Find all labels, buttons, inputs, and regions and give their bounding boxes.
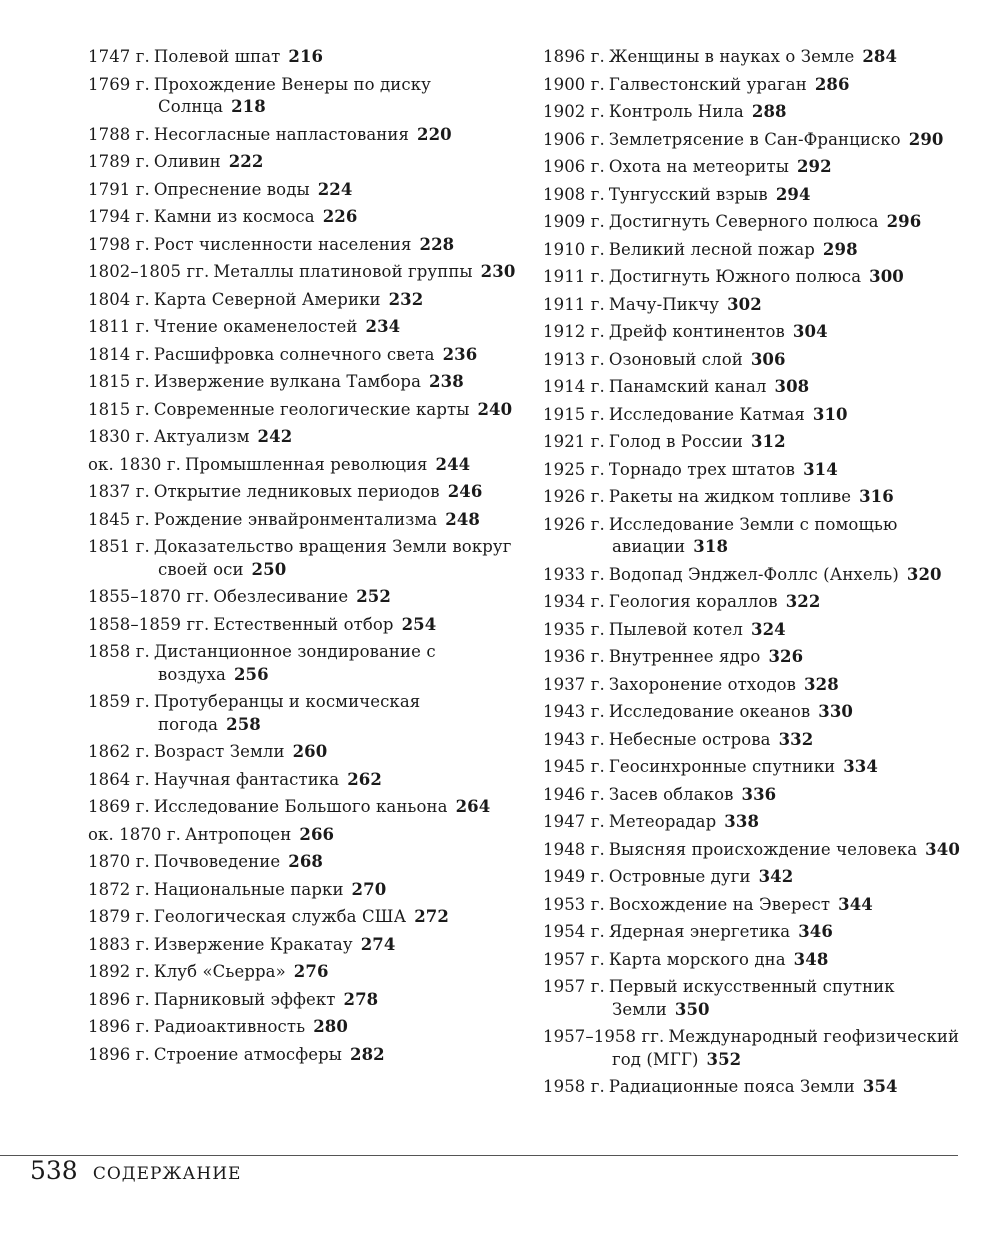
entry-page-number: 286	[814, 74, 850, 94]
entry-title: Парниковый эффект	[153, 989, 336, 1009]
entry-year: 1906 г.	[543, 157, 605, 176]
toc-entry	[88, 851, 518, 874]
page-footer	[30, 1156, 241, 1185]
entry-page-number: 342	[758, 867, 794, 886]
toc-entry	[88, 454, 518, 477]
entry-year: 1858 г.	[88, 642, 150, 661]
entry-page-number: 288	[751, 102, 787, 121]
entry-year: 1912 г.	[543, 322, 605, 341]
entry-title: Полевой шпат	[153, 47, 281, 66]
entry-year: 1845 г.	[88, 509, 150, 529]
toc-entry	[543, 729, 973, 752]
entry-title: Мачу-Пикчу	[608, 294, 720, 314]
entry-title: Голод в России	[608, 432, 743, 451]
entry-page-number: 350	[674, 999, 710, 1019]
entry-title: Исследование Большого каньона	[153, 797, 448, 816]
entry-page-number: 334	[843, 757, 878, 776]
entry-title: Протуберанцы и космическая погода	[153, 692, 421, 734]
section-title: СОДЕРЖАНИЕ	[92, 1164, 242, 1184]
entry-year: 1900 г.	[543, 74, 605, 94]
toc-entry	[543, 129, 973, 152]
entry-page-number: 232	[388, 289, 424, 309]
entry-title: Радиоактивность	[153, 1017, 306, 1036]
toc-entry	[543, 839, 973, 862]
entry-page-number: 216	[288, 47, 324, 66]
toc-entry	[543, 459, 973, 482]
toc-entry	[543, 866, 973, 889]
entry-year: 1896 г.	[88, 1044, 150, 1064]
entry-year: 1815 г.	[88, 372, 150, 391]
entry-title: Внутреннее ядро	[608, 647, 761, 666]
toc-entry	[88, 934, 518, 957]
toc-entry	[543, 811, 973, 834]
toc-entry	[88, 316, 518, 339]
entry-page-number: 302	[727, 294, 762, 314]
entry-year: 1908 г.	[543, 184, 605, 204]
entry-title: Радиационные пояса Земли	[608, 1077, 855, 1096]
entry-year: 1791 г.	[88, 179, 150, 199]
toc-entry	[543, 376, 973, 399]
entry-year: 1896 г.	[88, 1017, 150, 1036]
entry-title: Озоновый слой	[608, 349, 743, 369]
toc-entry	[543, 74, 973, 97]
entry-year: 1947 г.	[543, 812, 605, 831]
entry-page-number: 272	[414, 907, 449, 926]
entry-year: 1892 г.	[88, 962, 150, 981]
entry-year: 1811 г.	[88, 317, 150, 336]
entry-page-number: 318	[693, 537, 729, 556]
entry-page-number: 222	[228, 152, 264, 171]
entry-year: 1872 г.	[88, 879, 150, 899]
entry-page-number: 310	[812, 404, 848, 424]
entry-title: Метеорадар	[608, 812, 717, 831]
toc-entry	[543, 486, 973, 509]
entry-page-number: 256	[233, 664, 269, 684]
entry-year: 1883 г.	[88, 934, 150, 954]
entry-title: Островные дуги	[608, 867, 751, 886]
entry-page-number: 300	[869, 267, 904, 286]
entry-page-number: 280	[313, 1017, 348, 1036]
toc-entry	[543, 211, 973, 234]
entry-page-number: 304	[792, 322, 828, 341]
entry-title: Обезлесивание	[213, 587, 349, 606]
toc-entry	[543, 266, 973, 289]
toc-entry	[543, 894, 973, 917]
entry-page-number: 312	[750, 432, 786, 451]
toc-entry	[88, 691, 518, 736]
entry-title: Современные геологические карты	[153, 399, 470, 419]
entry-title: Дистанционное зондирование с воздуха	[153, 642, 436, 684]
toc-entry	[88, 586, 518, 609]
entry-year: 1864 г.	[88, 769, 150, 789]
entry-year: 1948 г.	[543, 839, 605, 859]
toc-entry	[88, 426, 518, 449]
toc-entry	[543, 921, 973, 944]
entry-year: 1769 г.	[88, 74, 150, 94]
entry-year: 1862 г.	[88, 742, 150, 761]
entry-title: Достигнуть Южного полюса	[608, 267, 862, 286]
entry-year: 1910 г.	[543, 239, 605, 259]
entry-year: 1902 г.	[543, 102, 605, 121]
entry-year: 1911 г.	[543, 267, 605, 286]
toc-right-column	[543, 46, 973, 1104]
entry-year: 1896 г.	[543, 47, 605, 66]
entry-page-number: 282	[350, 1044, 385, 1064]
entry-title: Возраст Земли	[153, 742, 285, 761]
entry-page-number: 220	[416, 124, 452, 144]
entry-title: Рождение энвайронментализма	[153, 509, 438, 529]
entry-title: Открытие ледниковых периодов	[153, 482, 440, 501]
entry-page-number: 294	[775, 184, 811, 204]
entry-year: 1802–1805 гг.	[88, 262, 210, 281]
entry-page-number: 260	[292, 742, 328, 761]
toc-entry	[88, 989, 518, 1012]
entry-page-number: 284	[862, 47, 898, 66]
entry-title: Галвестонский ураган	[608, 74, 807, 94]
entry-title: Научная фантастика	[153, 769, 340, 789]
entry-page-number: 324	[750, 619, 786, 639]
entry-title: Исследование Катмая	[608, 404, 805, 424]
toc-entry	[88, 124, 518, 147]
entry-page-number: 234	[365, 317, 401, 336]
entry-title: Восхождение на Эверест	[608, 894, 831, 914]
entry-page-number: 218	[231, 97, 266, 116]
toc-entry	[88, 234, 518, 257]
entry-title: Торнадо трех штатов	[608, 459, 796, 479]
toc-entry	[88, 1044, 518, 1067]
entry-title: Дрейф континентов	[608, 322, 785, 341]
entry-title: Металлы платиновой группы	[213, 262, 473, 281]
toc-entry	[88, 536, 518, 581]
entry-page-number: 330	[818, 702, 853, 721]
entry-year: 1915 г.	[543, 404, 605, 424]
entry-title: Клуб «Сьерра»	[153, 962, 286, 981]
entry-year: 1906 г.	[543, 129, 605, 149]
entry-year: 1747 г.	[88, 47, 150, 66]
entry-title: Небесные острова	[608, 729, 771, 749]
entry-title: Достигнуть Северного полюса	[608, 212, 879, 231]
toc-entry	[88, 399, 518, 422]
entry-title: Строение атмосферы	[153, 1044, 342, 1064]
entry-year: 1949 г.	[543, 867, 605, 886]
entry-year: 1869 г.	[88, 797, 150, 816]
entry-year: 1814 г.	[88, 344, 150, 364]
entry-page-number: 340	[925, 839, 960, 859]
entry-page-number: 320	[906, 564, 942, 584]
entry-page-number: 250	[251, 559, 287, 579]
entry-page-number: 352	[706, 1049, 742, 1069]
entry-year: 1946 г.	[543, 784, 605, 804]
entry-year: 1943 г.	[543, 729, 605, 749]
entry-page-number: 292	[796, 157, 832, 176]
entry-year: 1921 г.	[543, 432, 605, 451]
entry-year: 1859 г.	[88, 692, 150, 711]
entry-year: 1958 г.	[543, 1077, 605, 1096]
entry-title: Доказательство вращения Земли вокруг своей оси	[153, 537, 512, 579]
toc-entry	[88, 206, 518, 229]
entry-title: Панамский канал	[608, 377, 767, 396]
toc-entry	[88, 824, 518, 847]
entry-page-number: 338	[724, 812, 760, 831]
entry-title: Национальные парки	[153, 879, 344, 899]
toc-entry	[88, 1016, 518, 1039]
entry-page-number: 276	[293, 962, 329, 981]
toc-entry	[88, 906, 518, 929]
toc-left-column	[88, 46, 518, 1071]
entry-title: Женщины в науках о Земле	[608, 47, 855, 66]
entry-title: Извержение Кракатау	[153, 934, 353, 954]
toc-entry	[88, 179, 518, 202]
entry-title: Рост численности населения	[153, 234, 412, 254]
entry-title: Первый искусственный спутник Земли	[608, 977, 895, 1019]
entry-year: 1879 г.	[88, 907, 150, 926]
toc-entry	[88, 481, 518, 504]
toc-entry	[543, 976, 973, 1021]
entry-title: Оливин	[153, 152, 221, 171]
entry-title: Выясняя происхождение человека	[608, 839, 918, 859]
entry-page-number: 290	[908, 129, 944, 149]
entry-page-number: 244	[435, 454, 471, 474]
entry-title: Засев облаков	[608, 784, 734, 804]
entry-year: ок. 1830 г.	[88, 454, 181, 474]
toc-entry	[543, 674, 973, 697]
entry-year: 1815 г.	[88, 399, 150, 419]
entry-year: 1855–1870 гг.	[88, 587, 210, 606]
entry-page-number: 344	[838, 894, 873, 914]
entry-year: 1896 г.	[88, 989, 150, 1009]
entry-year: 1837 г.	[88, 482, 150, 501]
entry-year: 1870 г.	[88, 852, 150, 871]
entry-title: Ракеты на жидком топливе	[608, 487, 852, 506]
entry-title: Антропоцен	[184, 824, 292, 844]
entry-title: Геологическая служба США	[153, 907, 407, 926]
toc-entry	[543, 431, 973, 454]
entry-title: Международный геофизический год (МГГ)	[612, 1027, 960, 1069]
entry-page-number: 240	[477, 399, 513, 419]
entry-page-number: 246	[447, 482, 483, 501]
entry-page-number: 264	[455, 797, 491, 816]
toc-entry	[543, 404, 973, 427]
entry-title: Исследование Земли с помощью авиации	[608, 514, 898, 556]
entry-page-number: 226	[322, 207, 358, 226]
entry-year: 1858–1859 гг.	[88, 614, 210, 634]
entry-year: 1830 г.	[88, 427, 150, 446]
entry-year: 1957 г.	[543, 949, 605, 969]
entry-year: 1935 г.	[543, 619, 605, 639]
toc-entry	[543, 514, 973, 559]
entry-page-number: 270	[351, 879, 387, 899]
entry-title: Ядерная энергетика	[608, 922, 791, 941]
toc-entry	[88, 371, 518, 394]
toc-entry	[88, 46, 518, 69]
entry-year: 1937 г.	[543, 674, 605, 694]
entry-page-number: 258	[226, 714, 261, 734]
toc-entry	[543, 646, 973, 669]
entry-year: 1926 г.	[543, 514, 605, 534]
entry-year: 1926 г.	[543, 487, 605, 506]
entry-title: Естественный отбор	[213, 614, 394, 634]
entry-title: Опреснение воды	[153, 179, 310, 199]
entry-year: 1933 г.	[543, 564, 605, 584]
entry-year: 1804 г.	[88, 289, 150, 309]
toc-entry	[88, 74, 518, 119]
entry-page-number: 316	[859, 487, 894, 506]
entry-year: 1909 г.	[543, 212, 605, 231]
entry-page-number: 306	[750, 349, 786, 369]
toc-entry	[543, 619, 973, 642]
entry-title: Геосинхронные спутники	[608, 757, 836, 776]
entry-year: 1957–1958 гг.	[543, 1027, 665, 1046]
toc-entry	[543, 564, 973, 587]
entry-page-number: 238	[429, 372, 464, 391]
toc-entry	[543, 239, 973, 262]
toc-entry	[543, 1026, 973, 1071]
entry-title: Карта Северной Америки	[153, 289, 381, 309]
toc-entry	[88, 614, 518, 637]
entry-title: Прохождение Венеры по диску Солнца	[153, 74, 431, 116]
toc-entry	[543, 784, 973, 807]
entry-page-number: 328	[804, 674, 839, 694]
toc-entry	[88, 151, 518, 174]
entry-page-number: 268	[288, 852, 323, 871]
entry-title: Тунгусский взрыв	[608, 184, 768, 204]
entry-title: Извержение вулкана Тамбора	[153, 372, 422, 391]
entry-title: Пылевой котел	[608, 619, 743, 639]
toc-entry	[88, 641, 518, 686]
entry-page-number: 308	[774, 377, 810, 396]
toc-entry	[543, 1076, 973, 1099]
entry-page-number: 262	[347, 769, 382, 789]
entry-year: 1943 г.	[543, 702, 605, 721]
toc-entry	[543, 156, 973, 179]
entry-year: 1945 г.	[543, 757, 605, 776]
entry-title: Геология кораллов	[608, 592, 778, 611]
entry-title: Карта морского дна	[608, 949, 786, 969]
entry-page-number: 252	[356, 587, 391, 606]
entry-year: 1957 г.	[543, 977, 605, 996]
entry-page-number: 236	[442, 344, 478, 364]
entry-page-number: 274	[360, 934, 396, 954]
toc-entry	[88, 741, 518, 764]
toc-entry	[88, 796, 518, 819]
entry-year: 1851 г.	[88, 537, 150, 556]
entry-page-number: 266	[299, 824, 335, 844]
entry-year: 1953 г.	[543, 894, 605, 914]
entry-year: 1794 г.	[88, 207, 150, 226]
toc-entry	[543, 701, 973, 724]
toc-entry	[543, 294, 973, 317]
entry-page-number: 278	[343, 989, 379, 1009]
toc-entry	[88, 879, 518, 902]
entry-page-number: 228	[419, 234, 455, 254]
entry-page-number: 248	[445, 509, 480, 529]
entry-title: Расшифровка солнечного света	[153, 344, 435, 364]
entry-page-number: 354	[862, 1077, 898, 1096]
toc-entry	[88, 261, 518, 284]
toc-entry	[543, 46, 973, 69]
entry-title: Почвоведение	[153, 852, 281, 871]
entry-year: 1936 г.	[543, 647, 605, 666]
entry-page-number: 314	[803, 459, 838, 479]
entry-title: Чтение окаменелостей	[153, 317, 358, 336]
entry-year: 1789 г.	[88, 152, 150, 171]
toc-entry	[88, 961, 518, 984]
entry-year: 1788 г.	[88, 124, 150, 144]
toc-entry	[88, 344, 518, 367]
entry-year: 1954 г.	[543, 922, 605, 941]
toc-entry	[543, 756, 973, 779]
entry-title: Захоронение отходов	[608, 674, 797, 694]
entry-title: Великий лесной пожар	[608, 239, 815, 259]
entry-year: ок. 1870 г.	[88, 824, 181, 844]
page-number: 538	[30, 1156, 78, 1185]
toc-entry	[543, 184, 973, 207]
entry-page-number: 298	[822, 239, 858, 259]
toc-entry	[543, 949, 973, 972]
entry-year: 1798 г.	[88, 234, 150, 254]
entry-year: 1934 г.	[543, 592, 605, 611]
entry-year: 1914 г.	[543, 377, 605, 396]
toc-entry	[88, 289, 518, 312]
entry-page-number: 296	[886, 212, 922, 231]
entry-title: Актуализм	[153, 427, 250, 446]
toc-entry	[543, 321, 973, 344]
entry-page-number: 336	[741, 784, 777, 804]
entry-page-number: 346	[798, 922, 833, 941]
entry-title: Промышленная революция	[184, 454, 428, 474]
entry-title: Камни из космоса	[153, 207, 315, 226]
entry-title: Охота на метеориты	[608, 157, 789, 176]
entry-title: Контроль Нила	[608, 102, 744, 121]
entry-title: Исследование океанов	[608, 702, 811, 721]
entry-title: Водопад Энджел-Фоллс (Анхель)	[608, 564, 899, 584]
toc-entry	[543, 101, 973, 124]
entry-page-number: 254	[401, 614, 437, 634]
entry-year: 1913 г.	[543, 349, 605, 369]
entry-page-number: 348	[793, 949, 829, 969]
entry-title: Землетрясение в Сан-Франциско	[608, 129, 901, 149]
entry-page-number: 230	[480, 262, 516, 281]
entry-page-number: 332	[778, 729, 814, 749]
entry-page-number: 224	[317, 179, 353, 199]
entry-title: Несогласные напластования	[153, 124, 409, 144]
entry-page-number: 322	[785, 592, 821, 611]
entry-page-number: 242	[257, 427, 293, 446]
entry-year: 1925 г.	[543, 459, 605, 479]
toc-entry	[543, 349, 973, 372]
toc-entry	[88, 509, 518, 532]
entry-page-number: 326	[768, 647, 804, 666]
toc-entry	[543, 591, 973, 614]
entry-year: 1911 г.	[543, 294, 605, 314]
toc-entry	[88, 769, 518, 792]
